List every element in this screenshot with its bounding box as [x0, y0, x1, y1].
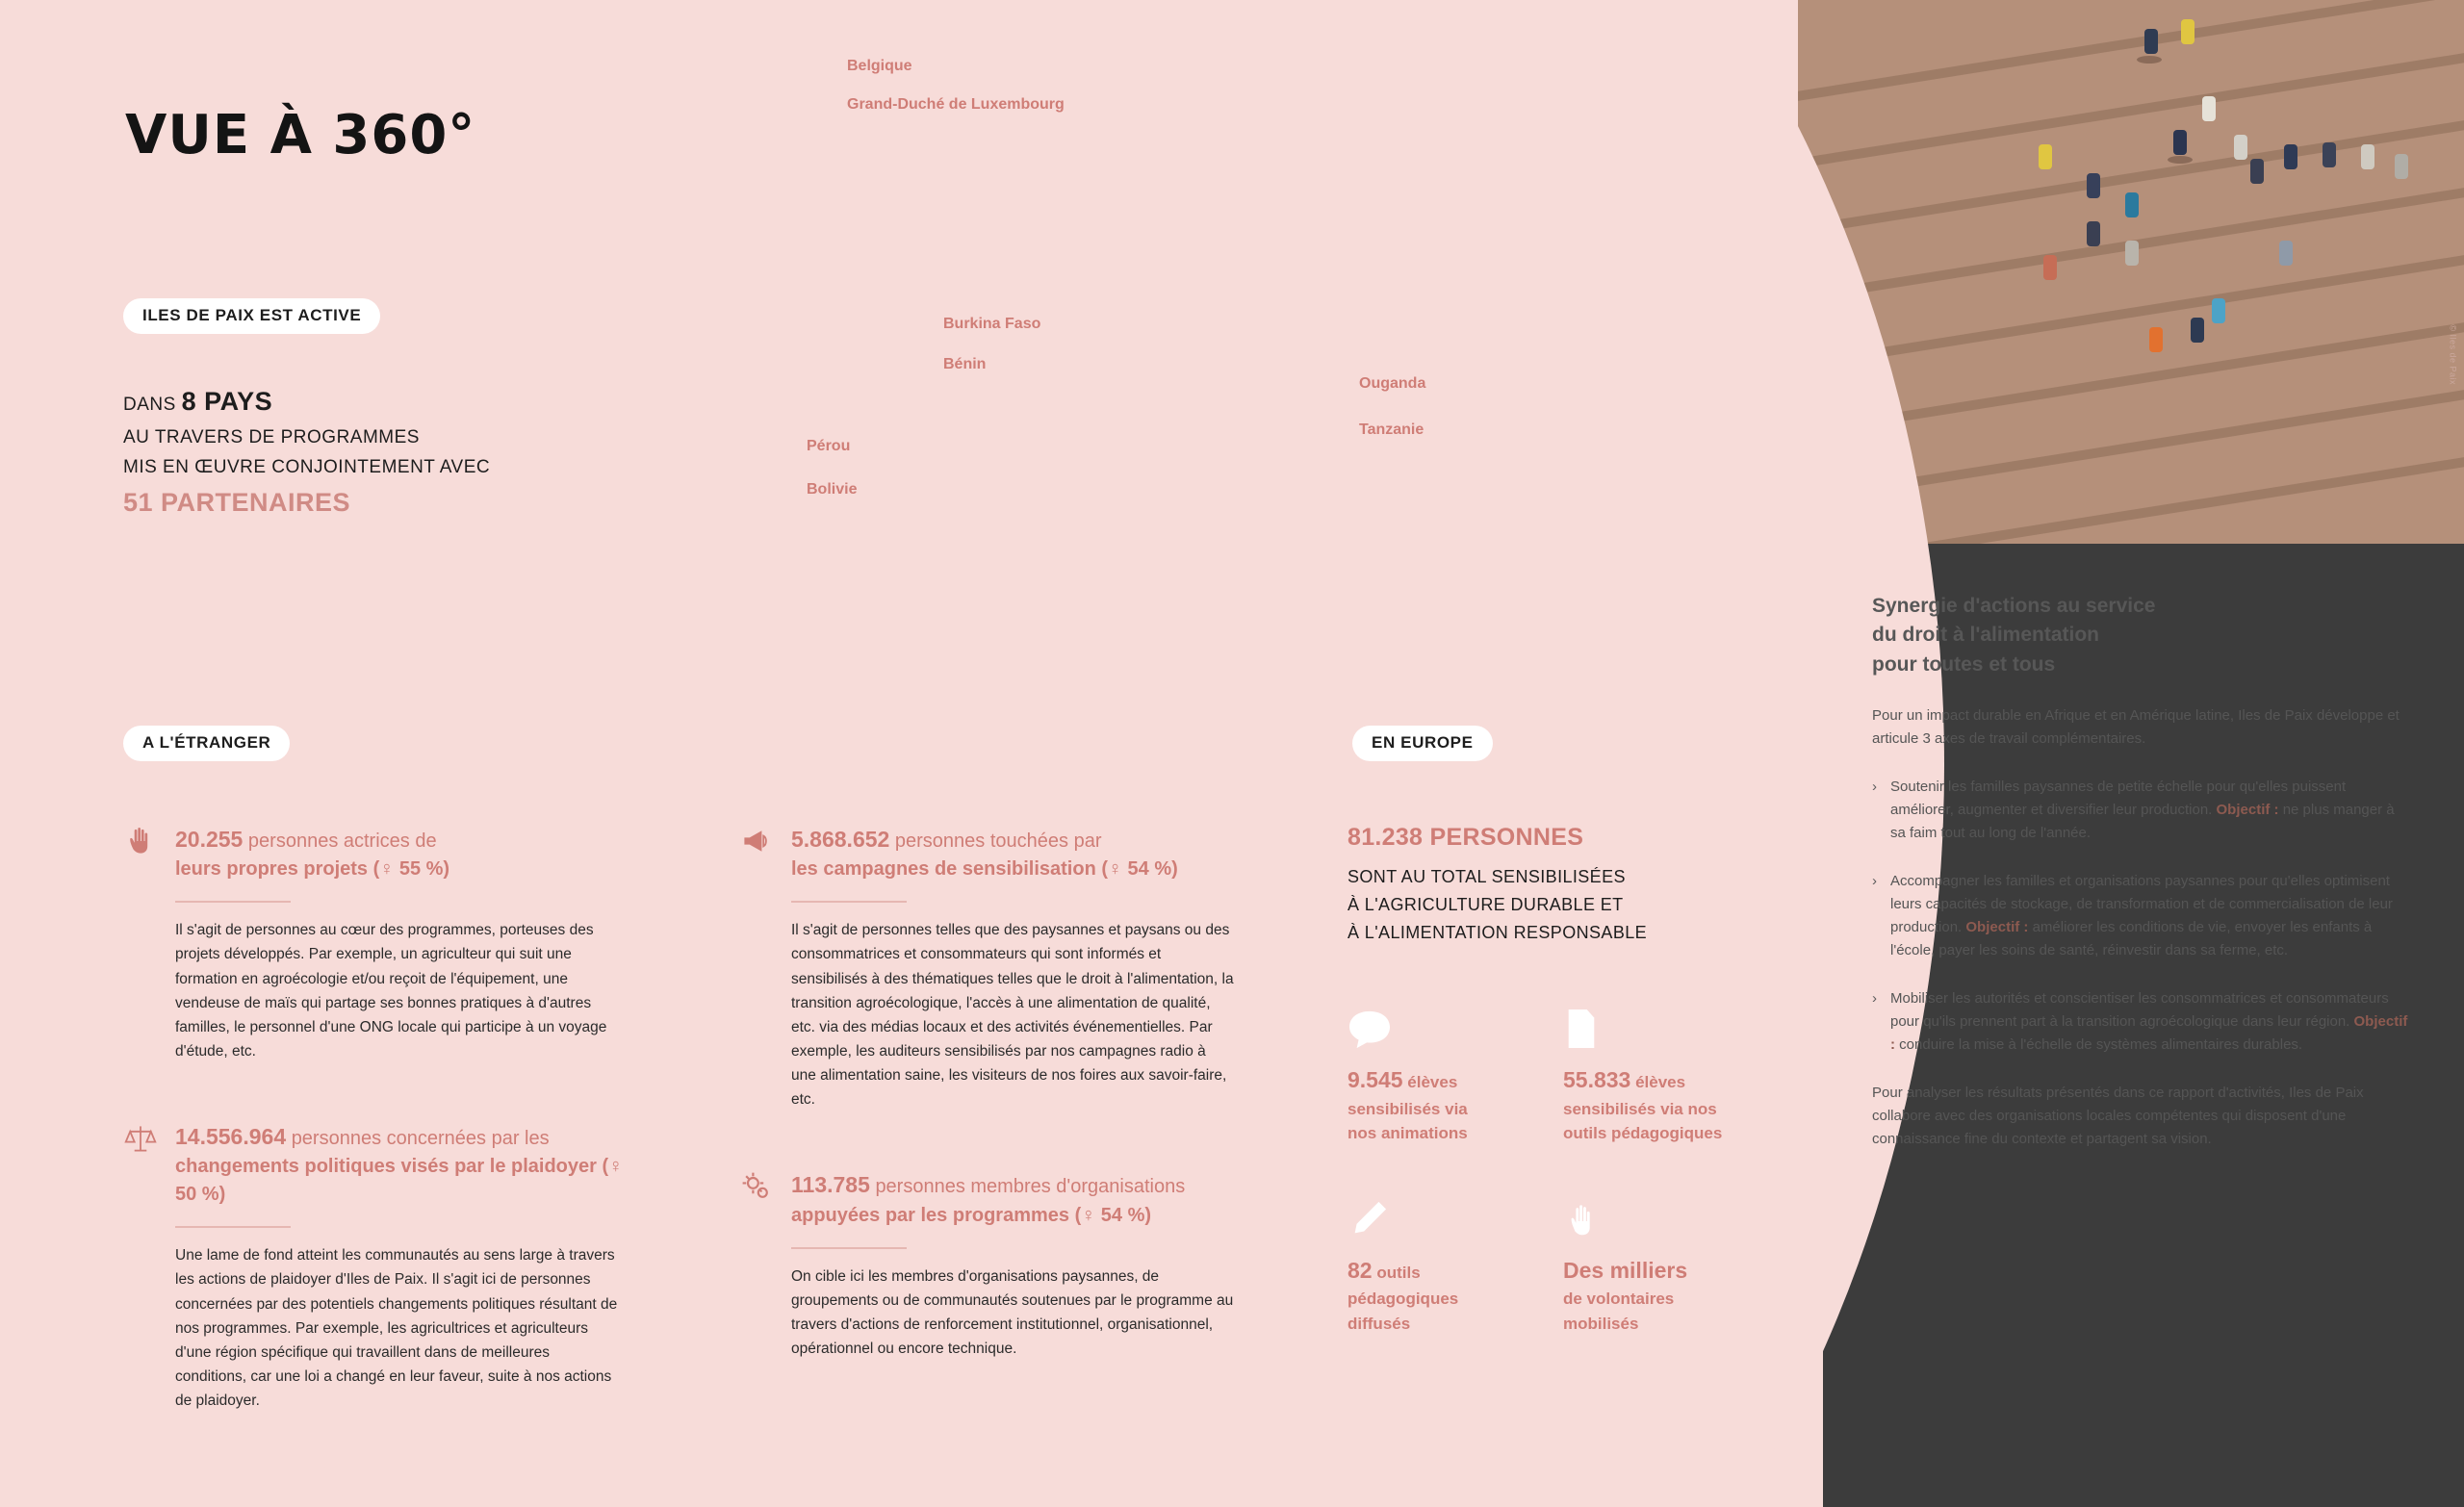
mini-number: 9.545	[1348, 1067, 1403, 1093]
mini-label-1: sensibilisés via nos	[1563, 1099, 1717, 1118]
stat-body: Il s'agit de personnes telles que des paysannes et paysans ou des consommatrices et consommateurs qui sont informés et sensibilisés à des thématiques telles que le droit à l'alimentation, la transition agroécologique, l'accès à une alimentation de qualité, etc. via des médias locaux et des activités événementielles. Par exemple, les auditeurs sensibilisés par nos campagnes radio à une alimentation saine, les visiteurs de nos foires aux savoir-faire, etc.	[791, 922, 1234, 1109]
mini-number: 82	[1348, 1257, 1373, 1283]
divider	[791, 901, 907, 903]
list-item	[1872, 870, 2411, 962]
stat-number: 20.255	[175, 827, 244, 852]
mini-label-1: pédagogiques	[1348, 1290, 1459, 1309]
mini-number: 55.833	[1563, 1067, 1631, 1093]
panel-title-line2: du droit à l'alimentation	[1872, 624, 2100, 647]
divider	[175, 901, 291, 903]
europe-mini-grid	[1348, 1006, 1761, 1336]
mini-stat-text	[1348, 1254, 1540, 1337]
mini-number: Des milliers	[1563, 1257, 1688, 1283]
mini-stat-text	[1563, 1063, 1756, 1146]
stat-title	[791, 824, 1178, 883]
stat-title-line2: appuyées par les programmes (♀ 54 %)	[791, 1204, 1152, 1226]
map-label-benin: Bénin	[943, 356, 987, 372]
list-item	[1872, 776, 2411, 845]
gears-icon	[739, 1169, 778, 1209]
panel-content	[1872, 592, 2411, 1151]
divider	[791, 1247, 907, 1249]
intro-dans: DANS	[123, 395, 176, 415]
map-label-belgique: Belgique	[847, 58, 912, 74]
stat-block	[739, 824, 1249, 1111]
mini-stat-text	[1563, 1254, 1756, 1337]
stat-number: 14.556.964	[175, 1124, 287, 1149]
mini-unit: outils	[1376, 1263, 1421, 1282]
stat-title-rest: personnes concernées par les	[291, 1128, 550, 1149]
mini-stat-text	[1348, 1063, 1540, 1146]
stat-block	[739, 1169, 1249, 1361]
stat-block	[123, 1121, 633, 1413]
list-item	[1872, 987, 2411, 1057]
badge-europe: EN EUROPE	[1352, 726, 1493, 761]
mini-label-2: outils pédagogiques	[1563, 1124, 1723, 1143]
stat-title	[175, 824, 449, 883]
stat-title-rest: personnes touchées par	[894, 830, 1102, 852]
stat-title	[791, 1169, 1185, 1229]
europe-column	[1348, 824, 1761, 1336]
pencil-icon	[1348, 1196, 1540, 1240]
europe-sub-line2: À L'AGRICULTURE DURABLE ET	[1348, 894, 1624, 914]
europe-subtext	[1348, 863, 1761, 946]
stat-body: Il s'agit de personnes au cœur des programmes, porteuses des projets développés. Par exemple, un agriculteur qui suit une formation en agroécologie et/ou reçoit de l'équipement, une vendeuse de maïs qui partage ses bonnes pratiques à d'autres familles, le personnel d'une ONG locale qui participe à un voyage d'étude, etc.	[175, 922, 607, 1060]
mini-stat	[1563, 1006, 1756, 1146]
objective-label: Objectif :	[2216, 802, 2279, 819]
map-label-perou: Pérou	[807, 438, 851, 454]
stat-title-rest: personnes membres d'organisations	[875, 1176, 1186, 1198]
list-item-text: Soutenir les familles paysannes de petite échelle pour qu'elles puissent améliorer, augmenter et diversifier leur production.	[1890, 779, 2347, 819]
intro-partners: 51 PARTENAIRES	[123, 488, 351, 518]
page-title: VUE À 360°	[125, 104, 476, 166]
megaphone-icon	[739, 824, 778, 863]
map-label-bolivie: Bolivie	[807, 481, 858, 498]
stat-title-line2: changements politiques visés par le plaidoyer (♀ 50 %)	[175, 1156, 624, 1206]
objective-text: ne plus manger à sa faim tout au long de l'année.	[1890, 802, 2395, 842]
abroad-column-right	[739, 824, 1249, 1409]
stat-block	[123, 824, 633, 1063]
mini-label-2: nos animations	[1348, 1124, 1468, 1143]
panel-title-line1: Synergie d'actions au service	[1872, 595, 2156, 617]
europe-number: 81.238	[1348, 824, 1424, 851]
mini-label-1: de volontaires	[1563, 1290, 1675, 1309]
hand-icon	[123, 824, 162, 863]
panel-intro: Pour un impact durable en Afrique et en Amérique latine, Iles de Paix développe et articule 3 axes de travail complémentaires.	[1872, 707, 2400, 748]
intro-line3: MIS EN ŒUVRE CONJOINTEMENT AVEC	[123, 456, 491, 477]
abroad-column-left	[123, 824, 633, 1461]
mini-stat	[1348, 1006, 1540, 1146]
mini-label-1: sensibilisés via	[1348, 1099, 1468, 1118]
mini-stat	[1348, 1196, 1540, 1337]
mini-unit: élèves	[1407, 1073, 1458, 1092]
photo-credit: © Iles de Paix	[2449, 324, 2458, 385]
badge-active: ILES DE PAIX EST ACTIVE	[123, 298, 380, 334]
europe-word: PERSONNES	[1429, 824, 1584, 851]
panel-footer: Pour analyser les résultats présentés dans ce rapport d'activités, Iles de Paix collabore avec des organisations locales compétentes qui disposent d'une connaissance fine du contexte et partagent sa vision.	[1872, 1085, 2364, 1148]
list-item-text: Accompagner les familles et organisations paysannes pour qu'elles optimisent leurs capacités de stockage, de transformation et de commercialisation de leur production.	[1890, 873, 2393, 936]
stat-body: On cible ici les membres d'organisations paysannes, de groupements ou de communautés soutenues par le programme au travers d'actions de renforcement institutionnel, organisationnel, opérationnel ou encore technique.	[791, 1267, 1234, 1357]
mini-unit: élèves	[1635, 1073, 1686, 1092]
europe-sub-line3: À L'ALIMENTATION RESPONSABLE	[1348, 922, 1648, 942]
intro-countries: 8 PAYS	[181, 387, 273, 416]
mini-label-2: mobilisés	[1563, 1314, 1639, 1333]
europe-sub-line1: SONT AU TOTAL SENSIBILISÉES	[1348, 867, 1626, 886]
stat-number: 5.868.652	[791, 827, 890, 852]
badge-abroad: A L'ÉTRANGER	[123, 726, 290, 761]
objective-text: conduire la mise à l'échelle de systèmes alimentaires durables.	[1899, 1036, 2303, 1054]
divider	[175, 1226, 291, 1228]
map-label-ouganda: Ouganda	[1359, 375, 1426, 392]
map-label-tanzanie: Tanzanie	[1359, 421, 1424, 438]
bullet-icon: ›	[1872, 990, 1877, 1008]
map-label-luxembourg: Grand-Duché de Luxembourg	[847, 96, 1065, 113]
bullet-icon: ›	[1872, 779, 1877, 796]
intro-line2: AU TRAVERS DE PROGRAMMES	[123, 426, 420, 447]
stat-title-rest: personnes actrices de	[247, 830, 437, 852]
panel-title	[1872, 592, 2411, 679]
stat-title-line2: les campagnes de sensibilisation (♀ 54 %)	[791, 858, 1178, 881]
document-icon	[1563, 1006, 1756, 1050]
stat-title	[175, 1121, 633, 1209]
objective-label: Objectif :	[1890, 1013, 2408, 1054]
panel-list	[1872, 776, 2411, 1057]
mini-label-2: diffusés	[1348, 1314, 1411, 1333]
panel-title-line3: pour toutes et tous	[1872, 652, 2056, 676]
speech-bubble-icon	[1348, 1006, 1540, 1050]
list-item-text: Mobiliser les autorités et conscientiser les consommatrices et consommateurs pour qu'ils prennent part à la transition agroécologique dans leur région.	[1890, 990, 2389, 1031]
intro-block	[123, 381, 490, 524]
europe-headline	[1348, 824, 1761, 852]
stat-number: 113.785	[791, 1172, 870, 1198]
map-label-burkina: Burkina Faso	[943, 316, 1041, 332]
stat-body: Une lame de fond atteint les communautés au sens large à travers les actions de plaidoyer d'Iles de Paix. Il s'agit ici de personnes concernées par des potentiels changements politiques résultant de nos programmes. Par exemple, les agricultrices et agriculteurs d'une région spécifique qui travaillent dans de meilleures conditions, car une loi a changé en leur faveur, suite à nos actions de plaidoyer.	[175, 1247, 618, 1409]
mini-stat	[1563, 1196, 1756, 1337]
stat-title-line2: leurs propres projets (♀ 55 %)	[175, 858, 450, 881]
objective-text: améliorer les conditions de vie, envoyer les enfants à l'école, payer les soins de santé, réinvestir dans sa ferme, etc.	[1890, 919, 2373, 959]
bullet-icon: ›	[1872, 873, 1877, 890]
objective-label: Objectif :	[1965, 919, 2029, 936]
scales-icon	[123, 1121, 162, 1161]
hand-icon	[1563, 1196, 1756, 1240]
